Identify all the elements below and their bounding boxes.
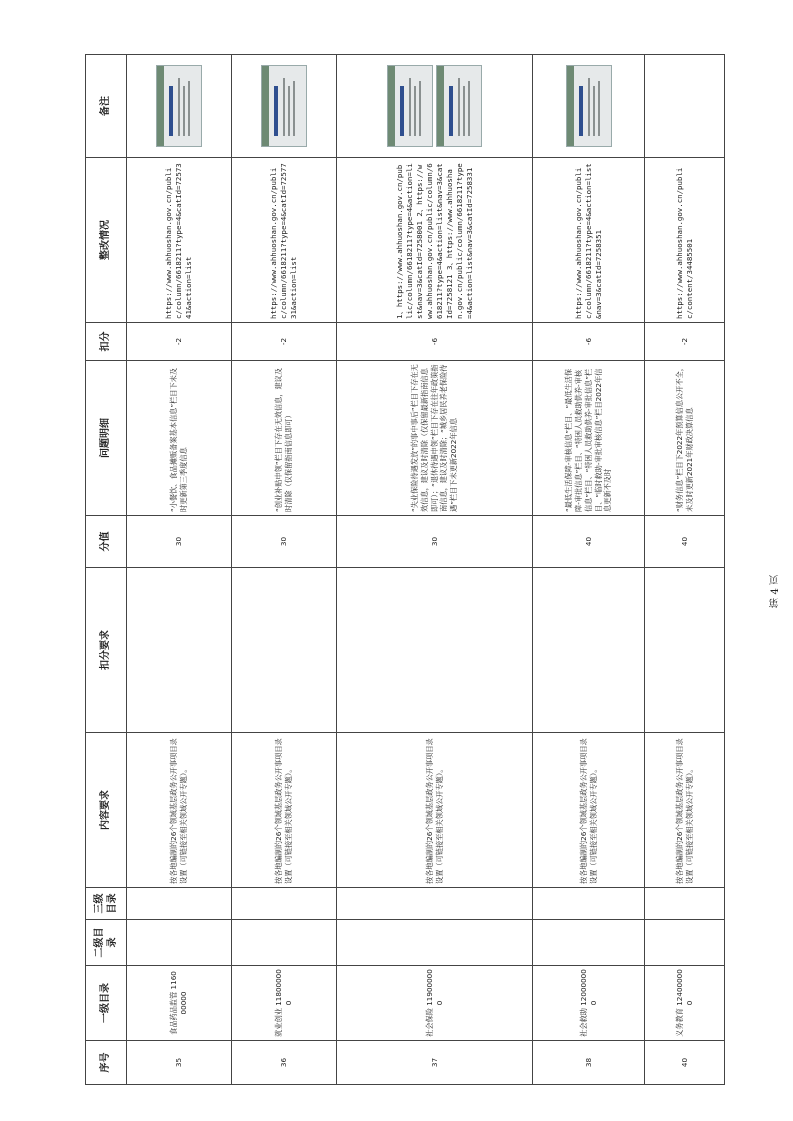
row-deduction: -2 [645,323,725,361]
row-content-requirement: 按各地编制的26个领域基层政务公开事项目录设置（可链接至相关领域公开专题）。 [231,733,336,888]
row-rectification-link[interactable]: https://www.ahhuoshan.gov.cn/public/column/6618211?type=4&catId=7257731&action=list [231,158,336,323]
row-level2 [533,920,645,966]
row-problem-detail: “创业补贴申领”栏目下存在无效信息，建议及时清除（仅保留指南信息即可） [231,361,336,516]
row-deduction: -6 [533,323,645,361]
row-problem-detail: “最低生活保障-审核信息”栏目、“最低生活保障-审批信息”栏目、“特困人员救助供养-审核信息”栏目、“特困人员救助供养-审批信息”栏目、“临时救助-审批审核信息”栏目2022年信息更新不及时 [533,361,645,516]
row-score: 30 [336,516,532,568]
row-rectification-link[interactable]: 1、https://www.ahhuoshan.gov.cn/public/column/6618211?type=4&action=list&nav=3&catId=7258001 2、https://www.ahhuoshan.gov.cn/public/column/6618211?type=4&action=list&nav=3&catId=7258121 3、https://www.ahhuoshan.gov.cn/public/column/6618211?type=4&action=list&nav=3&catId=7258331 [336,158,532,323]
row-deduction-requirement [336,568,532,733]
row-remark [127,55,232,158]
row-deduction-requirement [127,568,232,733]
row-rectification-link[interactable]: https://www.ahhuoshan.gov.cn/public/content/34485501 [645,158,725,323]
row-content-requirement: 按各地编制的26个领域基层政务公开事项目录设置（可链接至相关领域公开专题）。 [336,733,532,888]
header-deduction-requirement: 扣分要求 [86,568,127,733]
header-level1: 一级目录 [86,966,127,1041]
row-level3 [231,888,336,920]
header-remark: 备注 [86,55,127,158]
table-row [533,55,645,1085]
row-score: 40 [533,516,645,568]
row-level1: 社会保险 119000000 [336,966,532,1041]
screenshot-thumbnail [156,65,202,147]
row-rectification-link[interactable]: https://www.ahhuoshan.gov.cn/public/column/6618211?type=4&action=list&nav=3&catId=7258351 [533,158,645,323]
screenshot-thumbnail [436,65,482,147]
table-row [336,55,532,1085]
header-content-requirement: 内容要求 [86,733,127,888]
row-seq: 36 [231,1041,336,1085]
row-score: 30 [127,516,232,568]
header-row [86,55,127,1085]
row-deduction-requirement [231,568,336,733]
page-number: 第 4 页 [770,575,781,608]
header-score: 分值 [86,516,127,568]
row-score: 30 [231,516,336,568]
row-level1: 义务教育 124000000 [645,966,725,1041]
row-level3 [645,888,725,920]
row-level2 [336,920,532,966]
row-content-requirement: 按各地编制的26个领域基层政务公开事项目录设置（可链接至相关领域公开专题）。 [127,733,232,888]
row-content-requirement: 按各地编制的26个领域基层政务公开事项目录设置（可链接至相关领域公开专题）。 [533,733,645,888]
row-problem-detail: “小餐饮、食品摊贩备案基本信息”栏目下未及时更新第三季度信息 [127,361,232,516]
table-row [127,55,232,1085]
row-level1: 社会救助 120000000 [533,966,645,1041]
row-deduction: -2 [231,323,336,361]
row-seq: 37 [336,1041,532,1085]
row-score: 40 [645,516,725,568]
header-deduction: 扣分 [86,323,127,361]
row-remark [533,55,645,158]
row-problem-detail: “财务信息”栏目下2022年预算信息公开不全，未及时更新2021年财政决算信息 [645,361,725,516]
header-seq: 序号 [86,1041,127,1085]
row-seq: 35 [127,1041,232,1085]
row-level1: 食品药品监管 116000000 [127,966,232,1041]
row-level3 [533,888,645,920]
row-problem-detail: “失业保险待遇发放”的事中事后”栏目下存在无效信息，建议及时清除（仅保留最新指南信息即可）；“退休待遇申领”栏目下存在往年政策指南信息，建议及时清除；“城乡居民养老保险待遇”栏目下未更新2022年信息 [336,361,532,516]
row-level2 [127,920,232,966]
row-deduction: -2 [127,323,232,361]
header-level2: 二级目录 [86,920,127,966]
row-deduction: -6 [336,323,532,361]
header-level3: 三级目录 [86,888,127,920]
row-remark [336,55,532,158]
row-level2 [231,920,336,966]
header-rectification: 整改情况 [86,158,127,323]
row-level1: 就业创业 118000000 [231,966,336,1041]
rectification-table [85,54,725,1085]
row-seq: 40 [645,1041,725,1085]
row-rectification-link[interactable]: https://www.ahhuoshan.gov.cn/public/column/6618211?type=4&catId=7257341&action=list [127,158,232,323]
row-level3 [127,888,232,920]
row-deduction-requirement [533,568,645,733]
row-deduction-requirement [645,568,725,733]
rotated-table-wrapper [85,55,725,1085]
row-remark [645,55,725,158]
row-remark [231,55,336,158]
table-row [645,55,725,1085]
row-seq: 38 [533,1041,645,1085]
table-row [231,55,336,1085]
screenshot-thumbnail [261,65,307,147]
row-level2 [645,920,725,966]
row-level3 [336,888,532,920]
screenshot-thumbnail [566,65,612,147]
row-content-requirement: 按各地编制的26个领域基层政务公开事项目录设置（可链接至相关领域公开专题）。 [645,733,725,888]
header-problem-detail: 问题明细 [86,361,127,516]
screenshot-thumbnail [387,65,433,147]
